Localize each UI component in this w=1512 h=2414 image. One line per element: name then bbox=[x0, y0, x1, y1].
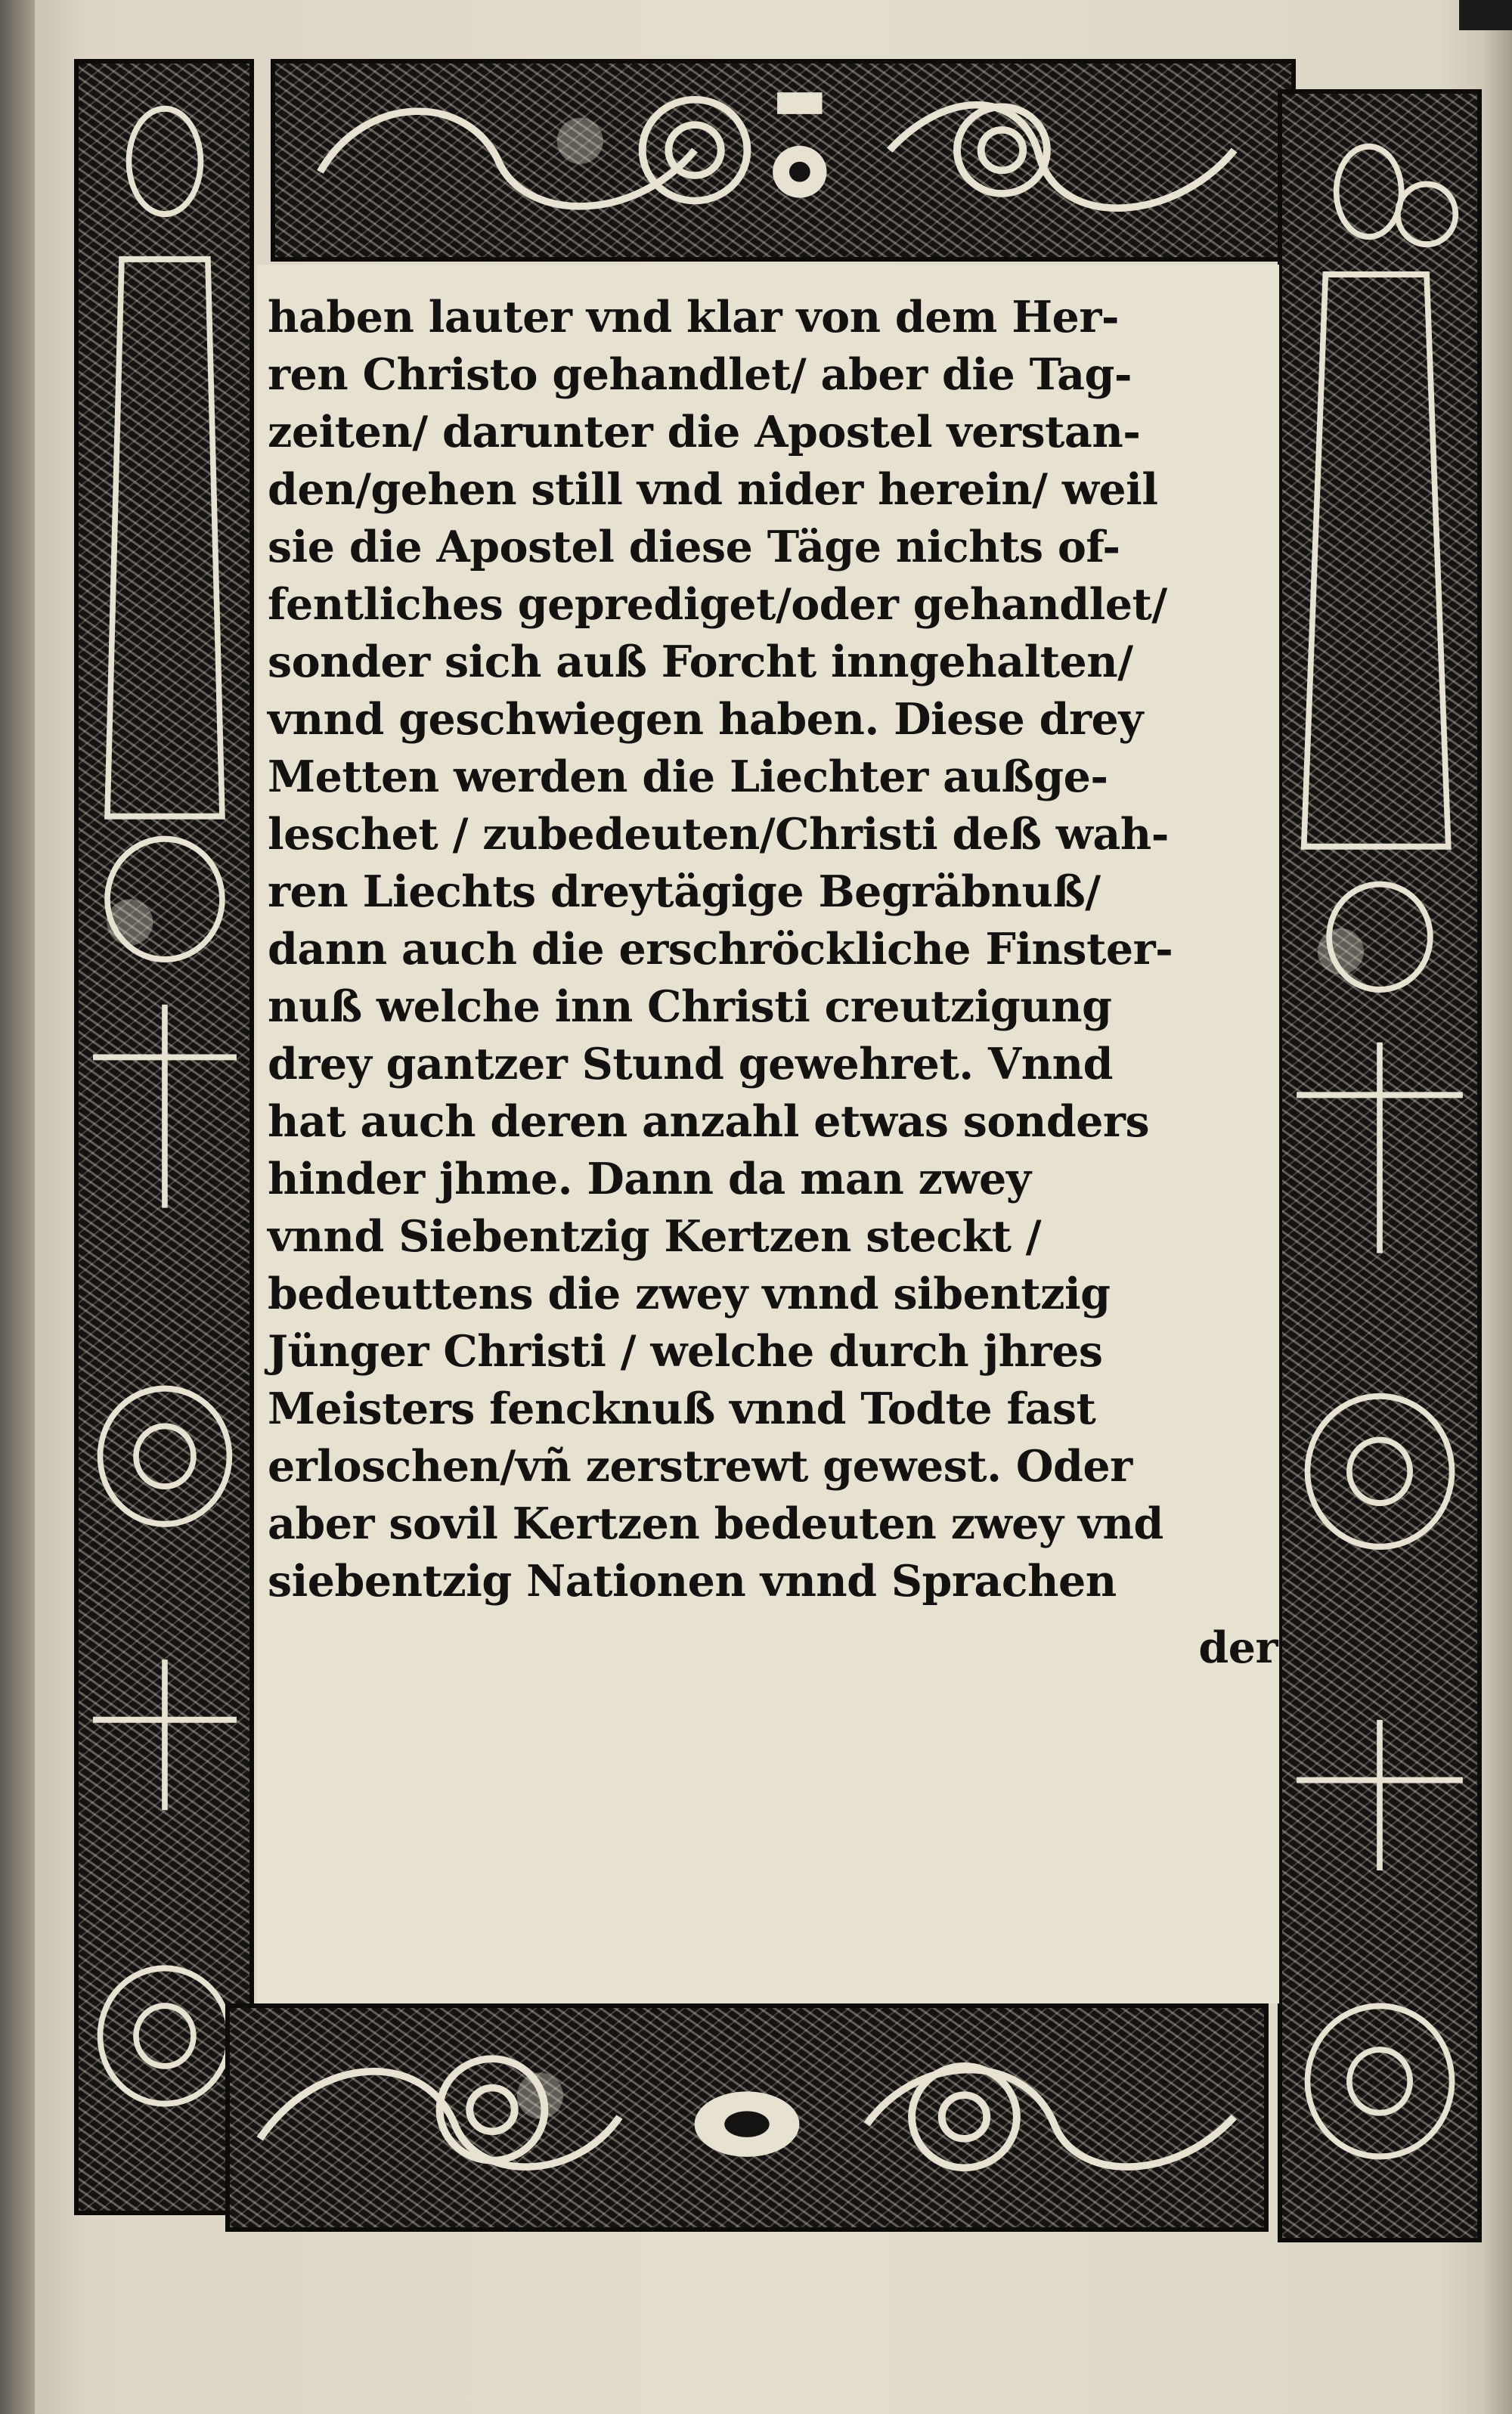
text-line: drey gantzer Stund gewehret. Vnnd bbox=[268, 1039, 1113, 1089]
text-line: hat auch deren anzahl etwas sonders bbox=[268, 1096, 1150, 1147]
text-line: aber sovil Kertzen bedeuten zwey vnd bbox=[268, 1498, 1163, 1549]
saint-figure-column-icon bbox=[79, 64, 249, 2211]
text-line: dann auch die erschröckliche Finster- bbox=[268, 924, 1173, 975]
bottom-woodcut-border bbox=[225, 2003, 1269, 2232]
right-woodcut-border bbox=[1278, 89, 1482, 2242]
text-line: sonder sich auß Forcht inngehalten/ bbox=[268, 637, 1133, 687]
text-line: Jünger Christi / welche durch jhres bbox=[268, 1326, 1103, 1377]
gutter-shadow bbox=[0, 0, 35, 2414]
text-line: ren Christo gehandlet/ aber die Tag- bbox=[268, 349, 1132, 400]
text-line: haben lauter vnd klar von dem Her- bbox=[268, 292, 1120, 342]
text-line: hinder jhme. Dann da man zwey bbox=[268, 1154, 1031, 1204]
text-line: sie die Apostel diese Täge nichts of- bbox=[268, 522, 1120, 572]
text-line: bedeuttens die zwey vnnd sibentzig bbox=[268, 1269, 1111, 1319]
foliage-ornament-icon bbox=[230, 2008, 1264, 2227]
catchword: der bbox=[1198, 1622, 1278, 1673]
text-line: vnnd geschwiegen haben. Diese drey bbox=[268, 694, 1143, 745]
top-woodcut-border bbox=[271, 59, 1296, 262]
text-line: vnnd Siebentzig Kertzen steckt / bbox=[268, 1211, 1042, 1262]
madonna-column-icon bbox=[1282, 94, 1477, 2238]
text-line: erloschen/vñ zerstrewt gewest. Oder bbox=[268, 1441, 1132, 1492]
text-line: zeiten/ darunter die Apostel verstan- bbox=[268, 407, 1141, 457]
page-corner-shadow bbox=[1459, 0, 1512, 30]
text-block bbox=[257, 265, 1279, 2003]
text-line: nuß welche inn Christi creutzigung bbox=[268, 981, 1112, 1032]
text-line: den/gehen still vnd nider herein/ weil bbox=[268, 464, 1158, 515]
text-line: fentliches geprediget/oder gehandlet/ bbox=[268, 579, 1167, 630]
text-line: ren Liechts dreytägige Begräbnuß/ bbox=[268, 866, 1101, 917]
scroll-ornament-icon bbox=[275, 64, 1291, 257]
left-woodcut-border bbox=[74, 59, 254, 2215]
text-line: leschet / zubedeuten/Christi deß wah- bbox=[268, 809, 1169, 860]
text-line: Meisters fencknuß vnnd Todte fast bbox=[268, 1384, 1096, 1434]
text-line: Metten werden die Liechter außge- bbox=[268, 751, 1108, 802]
text-line: siebentzig Nationen vnnd Sprachen bbox=[268, 1556, 1117, 1607]
